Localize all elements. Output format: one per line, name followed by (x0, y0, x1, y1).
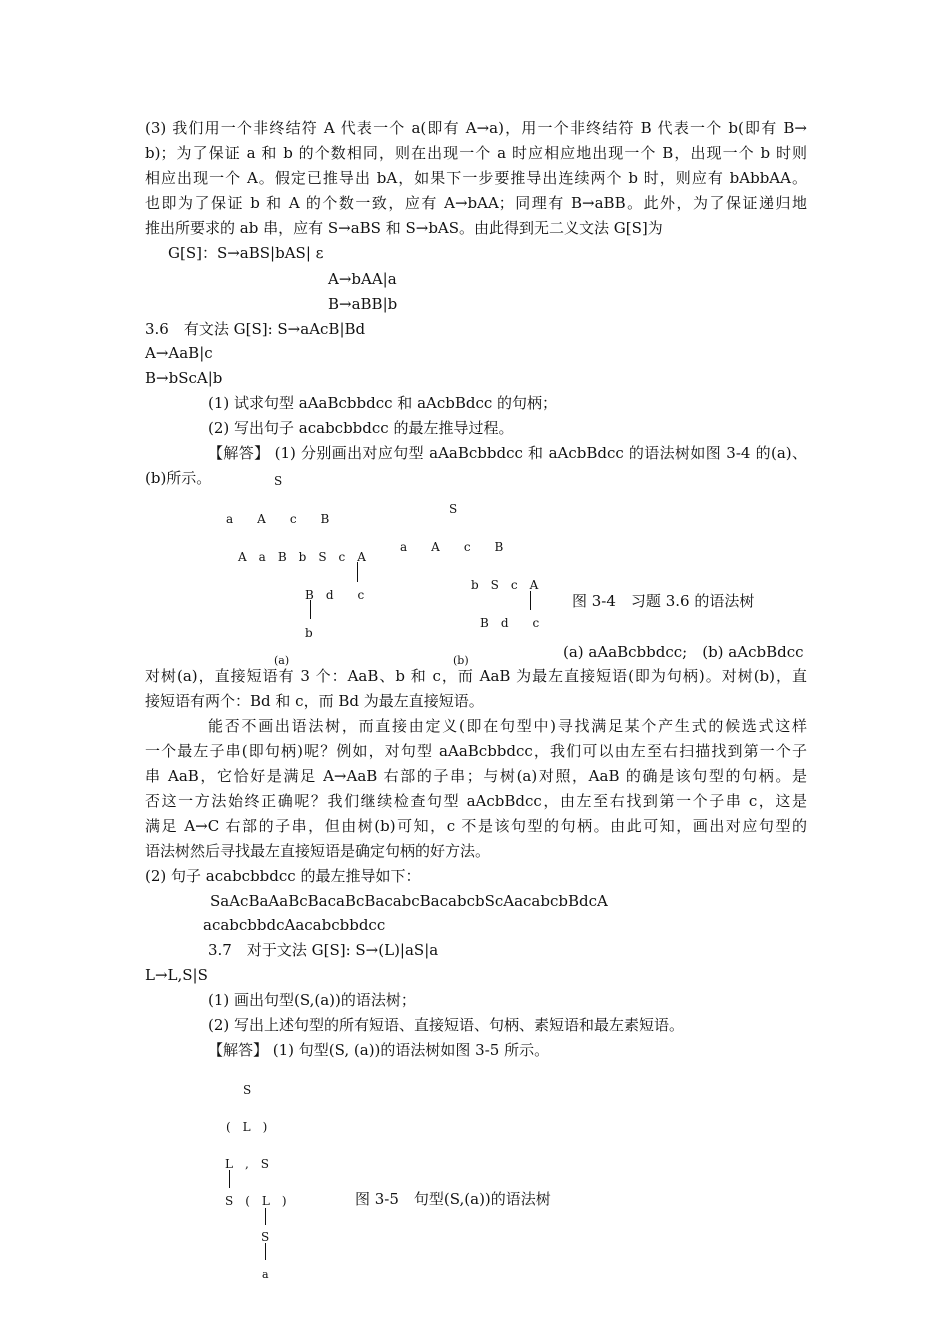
tree35-level2: L , S (225, 1157, 270, 1171)
tree-a-label: (a) (274, 654, 290, 667)
para3-line3: 串 AaB，它恰好是满足 A→AaB 右部的子串；与树(a)对照，AaB 的确是该句型的句柄。是 (145, 767, 807, 785)
para2-line2: 接短语有两个：Bd 和 c，而 Bd 为最左直接短语。 (145, 692, 484, 710)
tree35-level3: S ( L ) (225, 1194, 287, 1208)
para1-line3: 相应出现一个 A。假定已推导出 bA，如果下一步要推导出连续两个 b 时，则应有 bAbbAA。 (145, 169, 807, 187)
para1-line2: b)；为了保证 a 和 b 的个数相同，则在出现一个 a 时应相应地出现一个 B，出现一个 b 时则 (145, 144, 807, 162)
tree-b-level1: a A c B (400, 540, 504, 554)
q37-title: 3.7 对于文法 G[S]: S→(L)|aS|a (208, 941, 439, 959)
para1-line4: 也即为了保证 b 和 A 的个数一致，应有 A→bAA；同理有 B→aBB。此外，为了保证递归地 (145, 194, 807, 212)
derivation-title: (2) 句子 acabcbbdcc 的最左推导如下： (145, 867, 421, 885)
tree35-branch-2 (265, 1208, 266, 1225)
tree-a-branch-2 (310, 600, 311, 619)
q37-part1: (1) 画出句型(S,(a))的语法树； (208, 991, 416, 1009)
q36-answer-line2: (b)所示。 (145, 469, 212, 487)
derivation-line2: acabcbbdcAacabcbbdcc (203, 916, 386, 934)
q37-answer: 【解答】 (1) 句型(S, (a))的语法树如图 3-5 所示。 (208, 1041, 550, 1059)
tree35-level1: ( L ) (226, 1120, 268, 1134)
tree-b-label: (b) (453, 654, 469, 667)
q36-part1: (1) 试求句型 aAaBcbbdcc 和 aAcbBdcc 的句柄； (208, 394, 558, 412)
q36-title: 3.6 有文法 G[S]: S→aAcB|Bd (145, 320, 366, 338)
para3-line1: 能否不画出语法树，而直接由定义(即在句型中)寻找满足某个产生式的候选式这样 (208, 717, 807, 735)
fig35-caption: 图 3-5 句型(S,(a))的语法树 (355, 1190, 551, 1208)
tree35-branch-3 (265, 1243, 266, 1260)
tree-a-branch-1 (357, 562, 358, 582)
tree-a-level2: A a B b S c A (238, 550, 366, 564)
grammar-rule-s: G[S]：S→aBS|bAS| ε (168, 244, 324, 262)
tree-b-branch-1 (530, 591, 531, 610)
tree-a-level3: B d c (305, 588, 365, 602)
fig34-caption: 图 3-4 习题 3.6 的语法树 (572, 592, 755, 610)
para3-line2: 一个最左子串(即句柄)呢？例如，对句型 aAaBcbbdcc，我们可以由左至右扫描找到第一个子 (145, 742, 807, 760)
fig34-subcaption: (a) aAaBcbbdcc; (b) aAcbBdcc (563, 643, 804, 661)
tree-a-level1: a A c B (226, 512, 330, 526)
tree35-level5: a (262, 1268, 269, 1281)
para3-line5: 满足 A→C 右部的子串，但由树(b)可知，c 不是该句型的句柄。由此可知，画出对应句型的 (145, 817, 807, 835)
para1-line1: (3) 我们用一个非终结符 A 代表一个 a(即有 A→a)，用一个非终结符 B 代表一个 b(即有 B→ (145, 119, 807, 137)
para2-line1: 对树(a)，直接短语有 3 个：AaB、b 和 c，而 AaB 为最左直接短语(即为句柄)。对树(b)，直 (145, 667, 807, 685)
tree35-root: S (243, 1083, 252, 1097)
tree-a-level4: b (305, 626, 313, 640)
tree-b-root: S (449, 502, 458, 516)
tree-b-level2: b S c A (471, 578, 539, 592)
q36-answer-line1: 【解答】 (1) 分别画出对应句型 aAaBcbbdcc 和 aAcbBdcc 的语法树如图 3-4 的(a)、 (208, 444, 807, 462)
grammar-rule-a: A→bAA|a (328, 270, 397, 288)
q36-part2: (2) 写出句子 acabcbbdcc 的最左推导过程。 (208, 419, 514, 437)
q36-rule-a: A→AaB|c (145, 344, 213, 362)
tree35-level4: S (261, 1230, 270, 1244)
tree35-branch-1 (229, 1170, 230, 1188)
para3-line4: 否这一方法始终正确呢？我们继续检查句型 aAcbBdcc，由左至右找到第一个子串 c，这是 (145, 792, 807, 810)
para3-line6: 语法树然后寻找最左直接短语是确定句柄的好方法。 (145, 842, 491, 860)
q37-part2: (2) 写出上述句型的所有短语、直接短语、句柄、素短语和最左素短语。 (208, 1016, 685, 1034)
derivation-line1: SaAcBaAaBcBacaBcBacabcBacabcbScAacabcbBdcA (210, 892, 608, 910)
para1-line5: 推出所要求的 ab 串，应有 S→aBS 和 S→bAS。由此得到无二义文法 G[S]为 (145, 219, 663, 237)
q36-rule-b: B→bScA|b (145, 369, 223, 387)
q37-rule-l: L→L,S|S (145, 966, 208, 984)
grammar-rule-b: B→aBB|b (328, 295, 398, 313)
tree-b-level3: B d c (480, 616, 540, 630)
tree-a-root: S (274, 474, 283, 488)
